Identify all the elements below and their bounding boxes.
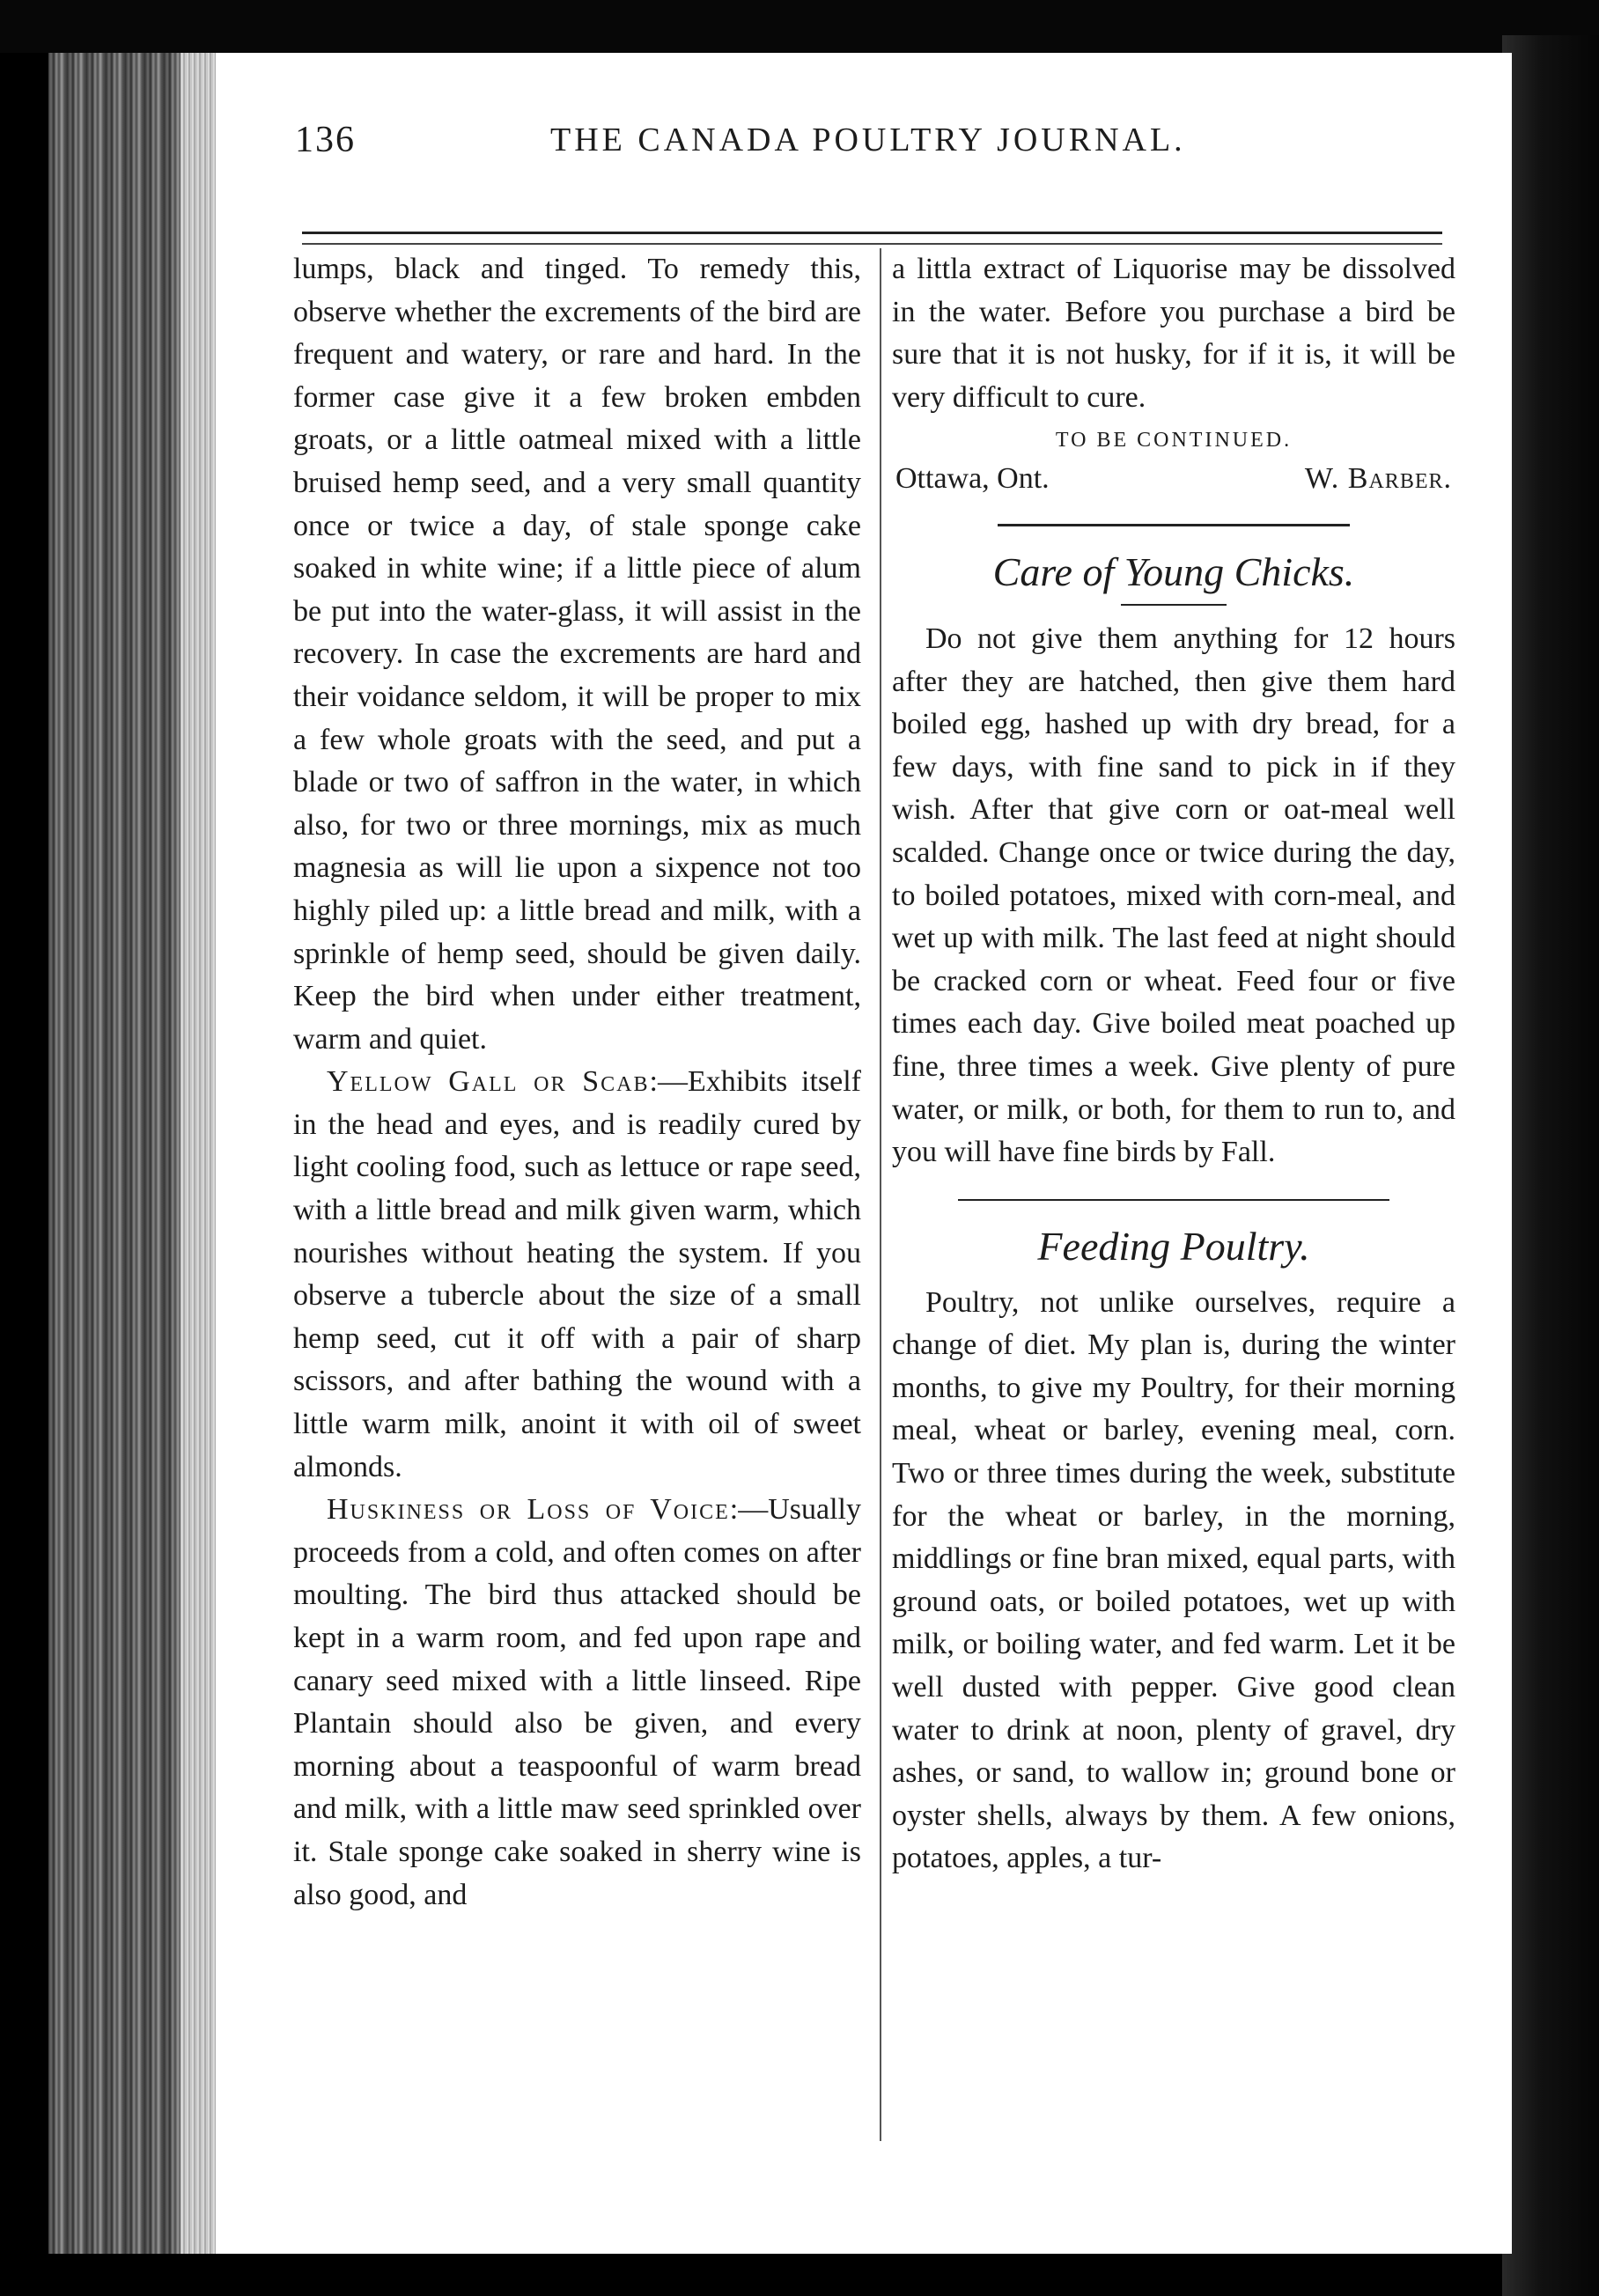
feeding-poultry-body: Poultry, not unlike ourselves, require a change of diet. My plan is, during the winter months, to give my Poultry, for their morning meal, wheat or barley, evening meal, corn. Two or three times during the week, substitute for the wheat or barley, in the morning, middlings or fine bran mixed, equal parts, with ground oats, or boiled potatoes, wet up with milk, or boiling water, and fed warm. Let it be well dusted with pepper. Give good clean water to drink at noon, plenty of gravel, dry ashes, or sand, to wallow in; ground bone or oyster shells, always by them. A few onions, potatoes, apples, a tur- (892, 1285, 1455, 1875)
left-paragraph-3 (293, 1489, 861, 1917)
left-column (293, 248, 861, 1917)
right-column (892, 248, 1455, 1880)
page-edges (181, 53, 216, 2254)
huskiness-heading: Huskiness or Loss of Voice (327, 1493, 730, 1527)
left-paragraph-1: lumps, black and tinged. To remedy this, observe whether the excrements of the bird are frequent and watery, or rare and hard. In the former case give it a few broken embden groats, or a little oatmeal mixed with a little bruised hemp seed, and a very small quantity once or twice a day, of stale sponge cake soaked in white wine; if a little piece of alum be put into the water-glass, it will assist in the recovery. In case the excrements are hard and their voidance seldom, it will be proper to mix a few whole groats with the seed, and put a blade or two of saffron in the water, in which also, for two or three mornings, mix as much magnesia as will lie upon a sixpence not too highly piled up: a little bread and milk, with a sprinkle of hemp seed, should be given daily. Keep the bird when under either treatment, warm and quiet. (293, 253, 861, 1056)
care-of-young-chicks-title: Care of Young Chicks. (992, 548, 1355, 594)
header-rule (302, 232, 1442, 245)
signature-line (892, 458, 1455, 501)
scan-right-margin (1502, 35, 1599, 2296)
feeding-poultry-title: Feeding Poultry. (1037, 1223, 1310, 1269)
running-head (216, 119, 1512, 180)
column-divider (880, 248, 881, 2141)
page-number: 136 (295, 120, 356, 160)
care-of-young-chicks-body: Do not give them anything for 12 hours after they are hatched, then give them hard boiled egg, hashed up with dry bread, for a few days, with fine sand to pick in if they wish. After that give corn or oat-meal well scalded. Change once or twice during the day, to boiled potatoes, mixed with corn-meal, and wet up with milk. The last feed at night should be cracked corn or wheat. Feed four or five times each day. Give boiled meat poached up fine, three times a week. Give plenty of pure water, or milk, or both, for them to run to, and you will have fine birds by Fall. (892, 622, 1455, 1169)
signature-name: W. Barber. (1304, 462, 1452, 496)
title-underline (1121, 604, 1227, 606)
scan-top-margin (0, 0, 1599, 53)
yellow-gall-heading: Yellow Gall or Scab (327, 1065, 650, 1099)
journal-title: THE CANADA POULTRY JOURNAL. (550, 121, 1186, 158)
left-paragraph-2 (293, 1061, 861, 1489)
section-rule (958, 1199, 1389, 1201)
section-rule (998, 524, 1350, 526)
right-continuation: a littla extract of Liquorise may be dissolved in the water. Before you purchase a bird be sure that it is not husky, for if it is, it will be very difficult to cure. (892, 253, 1455, 414)
to-be-continued: TO BE CONTINUED. (1055, 429, 1293, 453)
signature-place: Ottawa, Ont. (895, 462, 1050, 496)
huskiness-body: :—Usually proceeds from a cold, and often comes on after moulting. The bird thus attacked should be kept in a warm room, and fed upon rape and canary seed mixed with a little linseed. Ripe Plantain should also be given, and every morning about a teaspoonful of warm bread and milk, with a little maw seed sprinkled over it. Stale sponge cake soaked in sherry wine is also good, and (293, 1493, 861, 1911)
journal-page (216, 53, 1512, 2254)
yellow-gall-body: :—Exhibits itself in the head and eyes, and is readily cured by light cooling food, such as lettuce or rape seed, with a little bread and milk given warm, which nourishes without heating the system. If you observe a tubercle about the size of a small hemp seed, cut it off with a pair of sharp scissors, and after bathing the wound with a little warm milk, anoint it with oil of sweet almonds. (293, 1065, 861, 1483)
